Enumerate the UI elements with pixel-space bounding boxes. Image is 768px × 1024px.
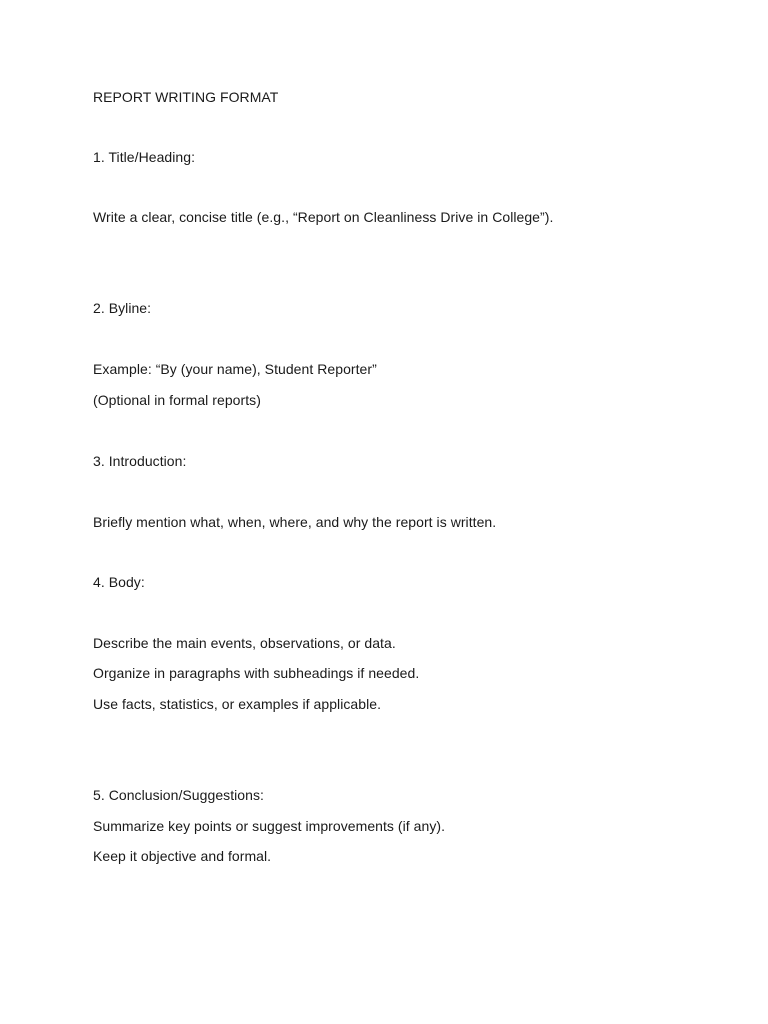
section-heading-introduction: 3. Introduction: <box>93 453 187 469</box>
document-title: REPORT WRITING FORMAT <box>93 89 279 105</box>
section-text-conclusion-2: Keep it objective and formal. <box>93 848 272 864</box>
section-heading-byline: 2. Byline: <box>93 300 152 316</box>
section-text-byline-example: Example: “By (your name), Student Reporter” <box>93 361 377 377</box>
section-heading-body: 4. Body: <box>93 574 145 590</box>
section-text-conclusion-1: Summarize key points or suggest improvements (if any). <box>93 818 446 834</box>
section-text-byline-optional: (Optional in formal reports) <box>93 392 261 408</box>
section-text-body-3: Use facts, statistics, or examples if applicable. <box>93 696 382 712</box>
section-heading-conclusion: 5. Conclusion/Suggestions: <box>93 787 264 803</box>
section-text-body-2: Organize in paragraphs with subheadings if needed. <box>93 665 420 681</box>
section-text-title: Write a clear, concise title (e.g., “Report on Cleanliness Drive in College”). <box>93 209 554 225</box>
section-text-body-1: Describe the main events, observations, or data. <box>93 635 396 651</box>
section-text-introduction: Briefly mention what, when, where, and why the report is written. <box>93 514 497 530</box>
section-heading-title: 1. Title/Heading: <box>93 149 196 165</box>
